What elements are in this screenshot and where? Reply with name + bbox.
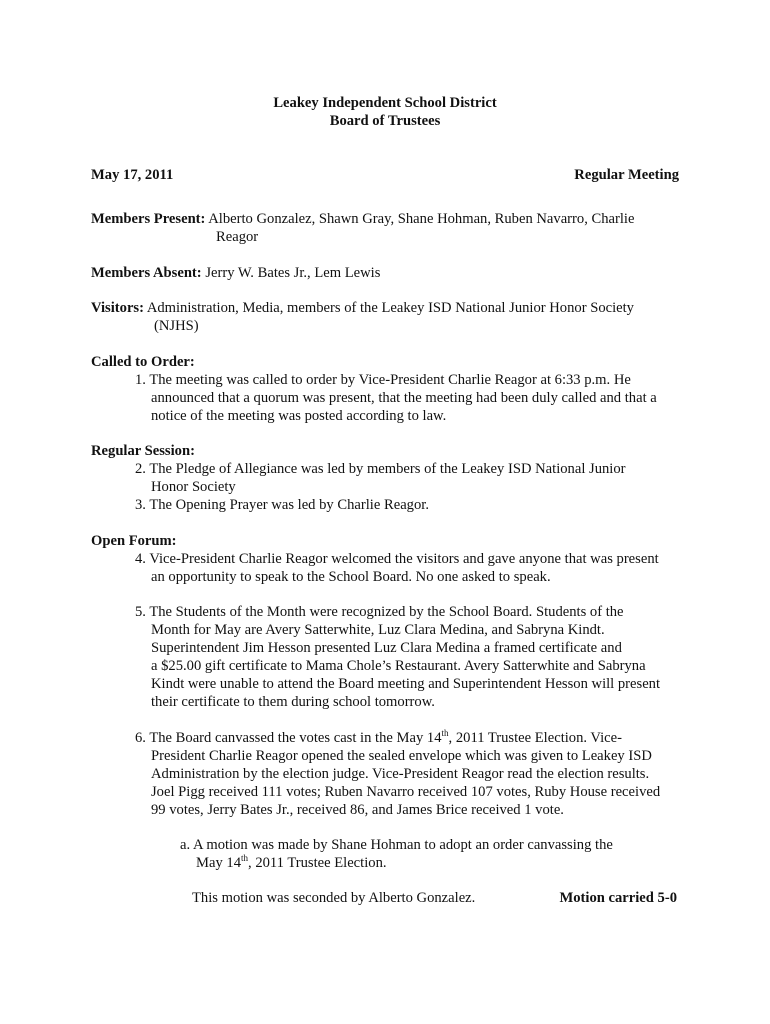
members-present-line1: Alberto Gonzalez, Shawn Gray, Shane Hohman, Ruben Navarro, Charlie bbox=[208, 211, 635, 227]
item-5-line6: their certificate to them during school tomorrow. bbox=[151, 694, 435, 710]
regular-session-heading: Regular Session: bbox=[91, 443, 195, 459]
sub-a-line2-b: , 2011 Trustee Election. bbox=[248, 855, 387, 871]
item-5-line2: Month for May are Avery Satterwhite, Luz Clara Medina, and Sabryna Kindt. bbox=[151, 622, 605, 638]
item-6-line2: President Charlie Reagor opened the sealed envelope which was given to Leakey ISD bbox=[151, 748, 652, 764]
district-title: Leakey Independent School District bbox=[273, 95, 497, 111]
motion-result: Motion carried 5-0 bbox=[559, 890, 677, 906]
visitors-line2: (NJHS) bbox=[154, 318, 199, 334]
item-5-line4: a $25.00 gift certificate to Mama Chole’s Restaurant. Avery Satterwhite and Sabryna bbox=[151, 658, 646, 674]
members-absent bbox=[91, 264, 380, 282]
item-3: 3. The Opening Prayer was led by Charlie Reagor. bbox=[135, 497, 429, 513]
sub-a-line2-a: May 14 bbox=[196, 855, 241, 871]
item-5-line5: Kindt were unable to attend the Board meeting and Superintendent Hesson will present bbox=[151, 676, 661, 692]
item-6-line5: 99 votes, Jerry Bates Jr., received 86, and James Brice received 1 vote. bbox=[151, 802, 564, 818]
members-absent-label: Members Absent: bbox=[91, 265, 202, 281]
item-4-line2: an opportunity to speak to the School Board. No one asked to speak. bbox=[151, 569, 551, 585]
item-1-line3: notice of the meeting was posted according to law. bbox=[151, 408, 447, 424]
item-1-line1: 1. The meeting was called to order by Vice-President Charlie Reagor at 6:33 p.m. He bbox=[135, 372, 631, 388]
item-4-line1: 4. Vice-President Charlie Reagor welcomed the visitors and gave anyone that was present bbox=[135, 551, 659, 567]
members-absent-text: Jerry W. Bates Jr., Lem Lewis bbox=[205, 265, 381, 281]
item-5-line3: Superintendent Jim Hesson presented Luz Clara Medina a framed certificate and bbox=[151, 640, 622, 656]
members-present bbox=[91, 210, 634, 228]
item-6-line1-a: 6. The Board canvassed the votes cast in the May 14 bbox=[135, 730, 442, 746]
item-6-line4: Joel Pigg received 111 votes; Ruben Navarro received 107 votes, Ruby House received bbox=[151, 784, 661, 800]
item-6-line1 bbox=[135, 729, 622, 747]
members-present-label: Members Present: bbox=[91, 211, 206, 227]
visitors-label: Visitors: bbox=[91, 300, 144, 316]
item-6-line1-b: , 2011 Trustee Election. Vice- bbox=[448, 730, 622, 746]
called-to-order-heading: Called to Order: bbox=[91, 354, 195, 370]
item-1-line2: announced that a quorum was present, that the meeting had been duly called and that a bbox=[151, 390, 657, 406]
meeting-date: May 17, 2011 bbox=[91, 167, 174, 183]
item-6-line3: Administration by the election judge. Vice-President Reagor read the election results. bbox=[151, 766, 650, 782]
item-2-line1: 2. The Pledge of Allegiance was led by members of the Leakey ISD National Junior bbox=[135, 461, 626, 477]
meeting-type: Regular Meeting bbox=[574, 167, 679, 183]
visitors-line1: Administration, Media, members of the Leakey ISD National Junior Honor Society bbox=[146, 300, 634, 316]
item-6-line1-sup: th bbox=[441, 728, 449, 738]
item-2-line2: Honor Society bbox=[151, 479, 236, 495]
open-forum-heading: Open Forum: bbox=[91, 533, 177, 549]
motion-second: This motion was seconded by Alberto Gonzalez. bbox=[192, 890, 476, 906]
sub-a-line2 bbox=[196, 854, 387, 872]
board-title: Board of Trustees bbox=[329, 113, 441, 129]
members-present-line2: Reagor bbox=[216, 229, 259, 245]
visitors bbox=[91, 299, 634, 317]
sub-a-line1: a. A motion was made by Shane Hohman to adopt an order canvassing the bbox=[180, 837, 613, 853]
item-5-line1: 5. The Students of the Month were recognized by the School Board. Students of the bbox=[135, 604, 624, 620]
sub-a-line2-sup: th bbox=[241, 853, 249, 863]
